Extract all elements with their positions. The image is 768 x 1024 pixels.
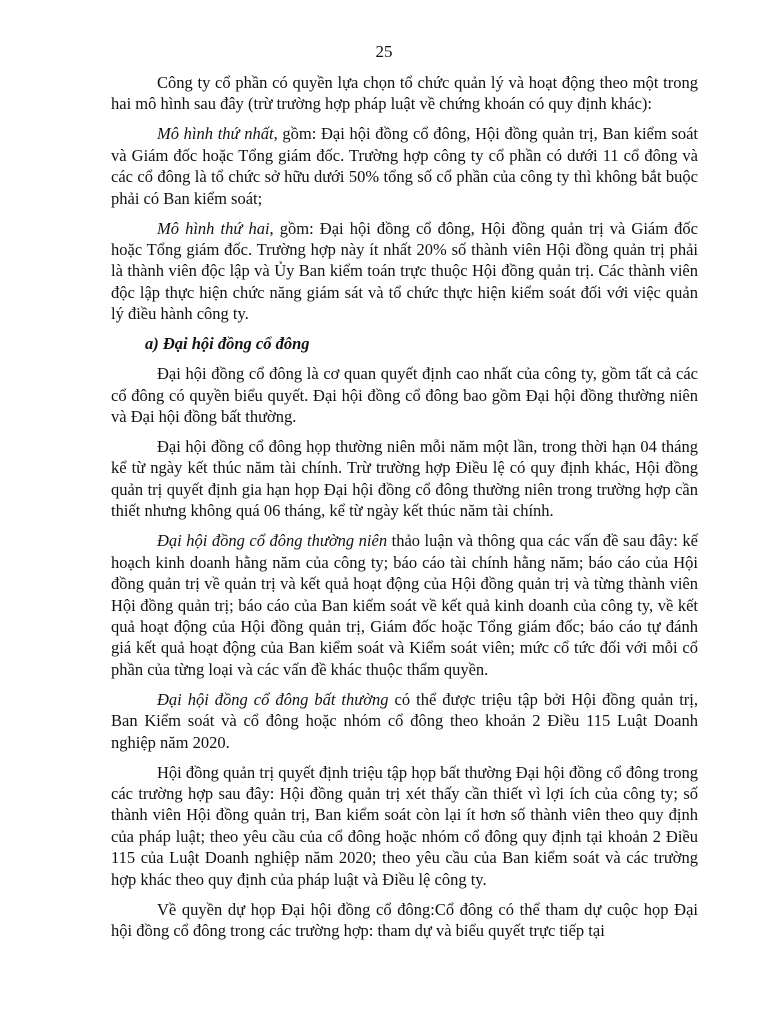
annual-meeting-term: Đại hội đồng cổ đông thường niên [157, 531, 388, 551]
paragraph-general-meeting-definition: Đại hội đồng cổ đông là cơ quan quyết định cao nhất của công ty, gồm tất cả các cổ đông có quyền biểu quyết. Đại hội đồng cổ đông bao gồm Đại hội đồng thường niên và Đại hội đồng bất thường. [111, 364, 698, 427]
paragraph-model-two: Mô hình thứ hai, gồm: Đại hội đồng cổ đông, Hội đồng quản trị và Giám đốc hoặc Tổng giám đốc. Trường hợp này ít nhất 20% số thành viên Hội đồng quản trị phải là thành viên độc lập và Ủy Ban kiểm toán trực thuộc Hội đồng quản trị. Các thành viên độc lập thực hiện chức năng giám sát và tổ chức thực hiện kiểm soát đối với việc quản lý điều hành công ty. [111, 218, 698, 324]
model-two-term: Mô hình thứ hai [157, 218, 270, 238]
paragraph-model-one: Mô hình thứ nhất, gồm: Đại hội đồng cổ đông, Hội đồng quản trị, Ban kiểm soát và Giám đốc hoặc Tổng giám đốc. Trường hợp công ty cổ phần có dưới 11 cổ đông và các cổ đông là tổ chức sở hữu dưới 50% tổng số cổ phần của công ty thì không bắt buộc phải có Ban kiểm soát; [111, 124, 698, 208]
section-heading: a) Đại hội đồng cổ đông [145, 334, 310, 354]
document-body [111, 72, 698, 950]
paragraph-annual-meeting-timing: Đại hội đồng cổ đông họp thường niên mỗi năm một lần, trong thời hạn 04 tháng kể từ ngày kết thúc năm tài chính. Trừ trường hợp Điều lệ có quy định khác, Hội đồng quản trị quyết định gia hạn họp Đại hội đồng cổ đông thường niên trong trường hợp cần thiết nhưng không quá 06 tháng, kể từ ngày kết thúc năm tài chính. [111, 437, 698, 521]
paragraph-attendance-rights: Về quyền dự họp Đại hội đồng cổ đông:Cổ đông có thể tham dự cuộc họp Đại hội đồng cổ đông trong các trường hợp: tham dự và biểu quyết trực tiếp tại [111, 899, 698, 940]
paragraph-board-convenes: Hội đồng quản trị quyết định triệu tập họp bất thường Đại hội đồng cổ đông trong các trường hợp sau đây: Hội đồng quản trị xét thấy cần thiết vì lợi ích của công ty; số thành viên Hội đồng quản trị, Ban kiểm soát còn lại ít hơn số thành viên theo quy định của pháp luật; theo yêu cầu của cổ đông hoặc nhóm cổ đông quy định tại khoản 2 Điều 115 của Luật Doanh nghiệp năm 2020; theo yêu cầu của Ban kiểm soát và các trường hợp khác theo quy định của pháp luật và Điều lệ công ty. [111, 762, 698, 889]
paragraph-extraordinary-meeting: Đại hội đồng cổ đông bất thường có thể được triệu tập bởi Hội đồng quản trị, Ban Kiểm soát và cổ đông hoặc nhóm cổ đông theo khoản 2 Điều 115 Luật Doanh nghiệp năm 2020. [111, 689, 698, 752]
page-number: 25 [375, 42, 393, 61]
paragraph-governance-models: Công ty cổ phần có quyền lựa chọn tổ chức quản lý và hoạt động theo một trong hai mô hình sau đây (trừ trường hợp pháp luật về chứng khoán có quy định khác): [111, 73, 698, 114]
model-one-term: Mô hình thứ nhất [157, 124, 274, 144]
extraordinary-meeting-term: Đại hội đồng cổ đông bất thường [157, 689, 389, 709]
paragraph-annual-meeting-agenda: Đại hội đồng cổ đông thường niên thảo luận và thông qua các vấn đề sau đây: kế hoạch kinh doanh hằng năm của công ty; báo cáo tài chính hằng năm; báo cáo của Hội đồng quản trị về quản trị và kết quả hoạt động của Hội đồng quản trị và từng thành viên Hội đồng quản trị; báo cáo của Ban kiểm soát về kết quả kinh doanh của công ty, về kết quả hoạt động của Hội đồng quản trị, Giám đốc hoặc Tổng giám đốc; báo cáo tự đánh giá kết quả hoạt động của Ban kiểm soát và Kiểm soát viên; mức cổ tức đối với mỗi cổ phần của từng loại và các vấn đề khác thuộc thẩm quyền. [111, 531, 698, 679]
